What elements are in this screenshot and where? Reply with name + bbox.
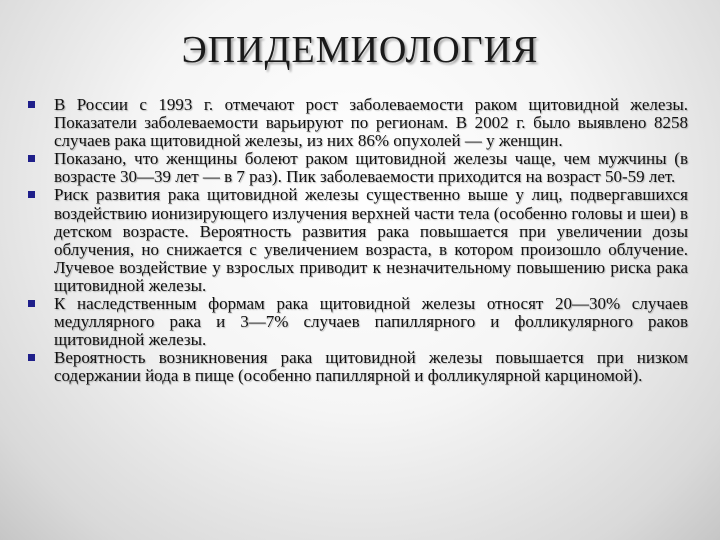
bullet-item bbox=[24, 295, 688, 349]
square-bullet-icon bbox=[28, 191, 35, 198]
bullet-item bbox=[24, 96, 688, 150]
square-bullet-icon bbox=[28, 155, 35, 162]
slide-title: ЭПИДЕМИОЛОГИЯ bbox=[181, 29, 539, 71]
bullet-text: К наследственным формам рака щитовидной железы относят 20—30% случаев медуллярного рака и 3—7% случаев папиллярного и фолликулярного раков щитовидной железы. bbox=[54, 294, 688, 350]
square-bullet-icon bbox=[28, 354, 35, 361]
bullet-item bbox=[24, 186, 688, 295]
bullet-item bbox=[24, 150, 688, 186]
bullet-text: Вероятность возникновения рака щитовидной железы повышается при низком содержании йода в пище (особенно папиллярной и фолликулярной карциномой). bbox=[54, 348, 688, 386]
bullet-text: Риск развития рака щитовидной железы существенно выше у лиц, подвергавшихся воздействию ионизирующего излучения верхней части тела (особенно головы и шеи) в детском возрасте. Вероятность развития рака повышается при увеличении дозы облучения, но снижается с увеличением возраста, в котором произошло облучение. Лучевое воздействие у взрослых приводит к незначительному повышению риска рака щитовидной железы. bbox=[54, 185, 688, 295]
bullet-item bbox=[24, 349, 688, 385]
square-bullet-icon bbox=[28, 101, 35, 108]
bullet-list bbox=[24, 96, 688, 386]
bullet-text: В России с 1993 г. отмечают рост заболеваемости раком щитовидной железы. Показатели заболеваемости варьируют по регионам. В 2002 г. было выявлено 8258 случаев рака щитовидной железы, из них 86% опухолей — у женщин. bbox=[54, 95, 688, 151]
square-bullet-icon bbox=[28, 300, 35, 307]
bullet-text: Показано, что женщины болеют раком щитовидной железы чаще, чем мужчины (в возрасте 30—39 лет — в 7 раз). Пик заболеваемости приходится на возраст 50-59 лет. bbox=[54, 149, 688, 187]
